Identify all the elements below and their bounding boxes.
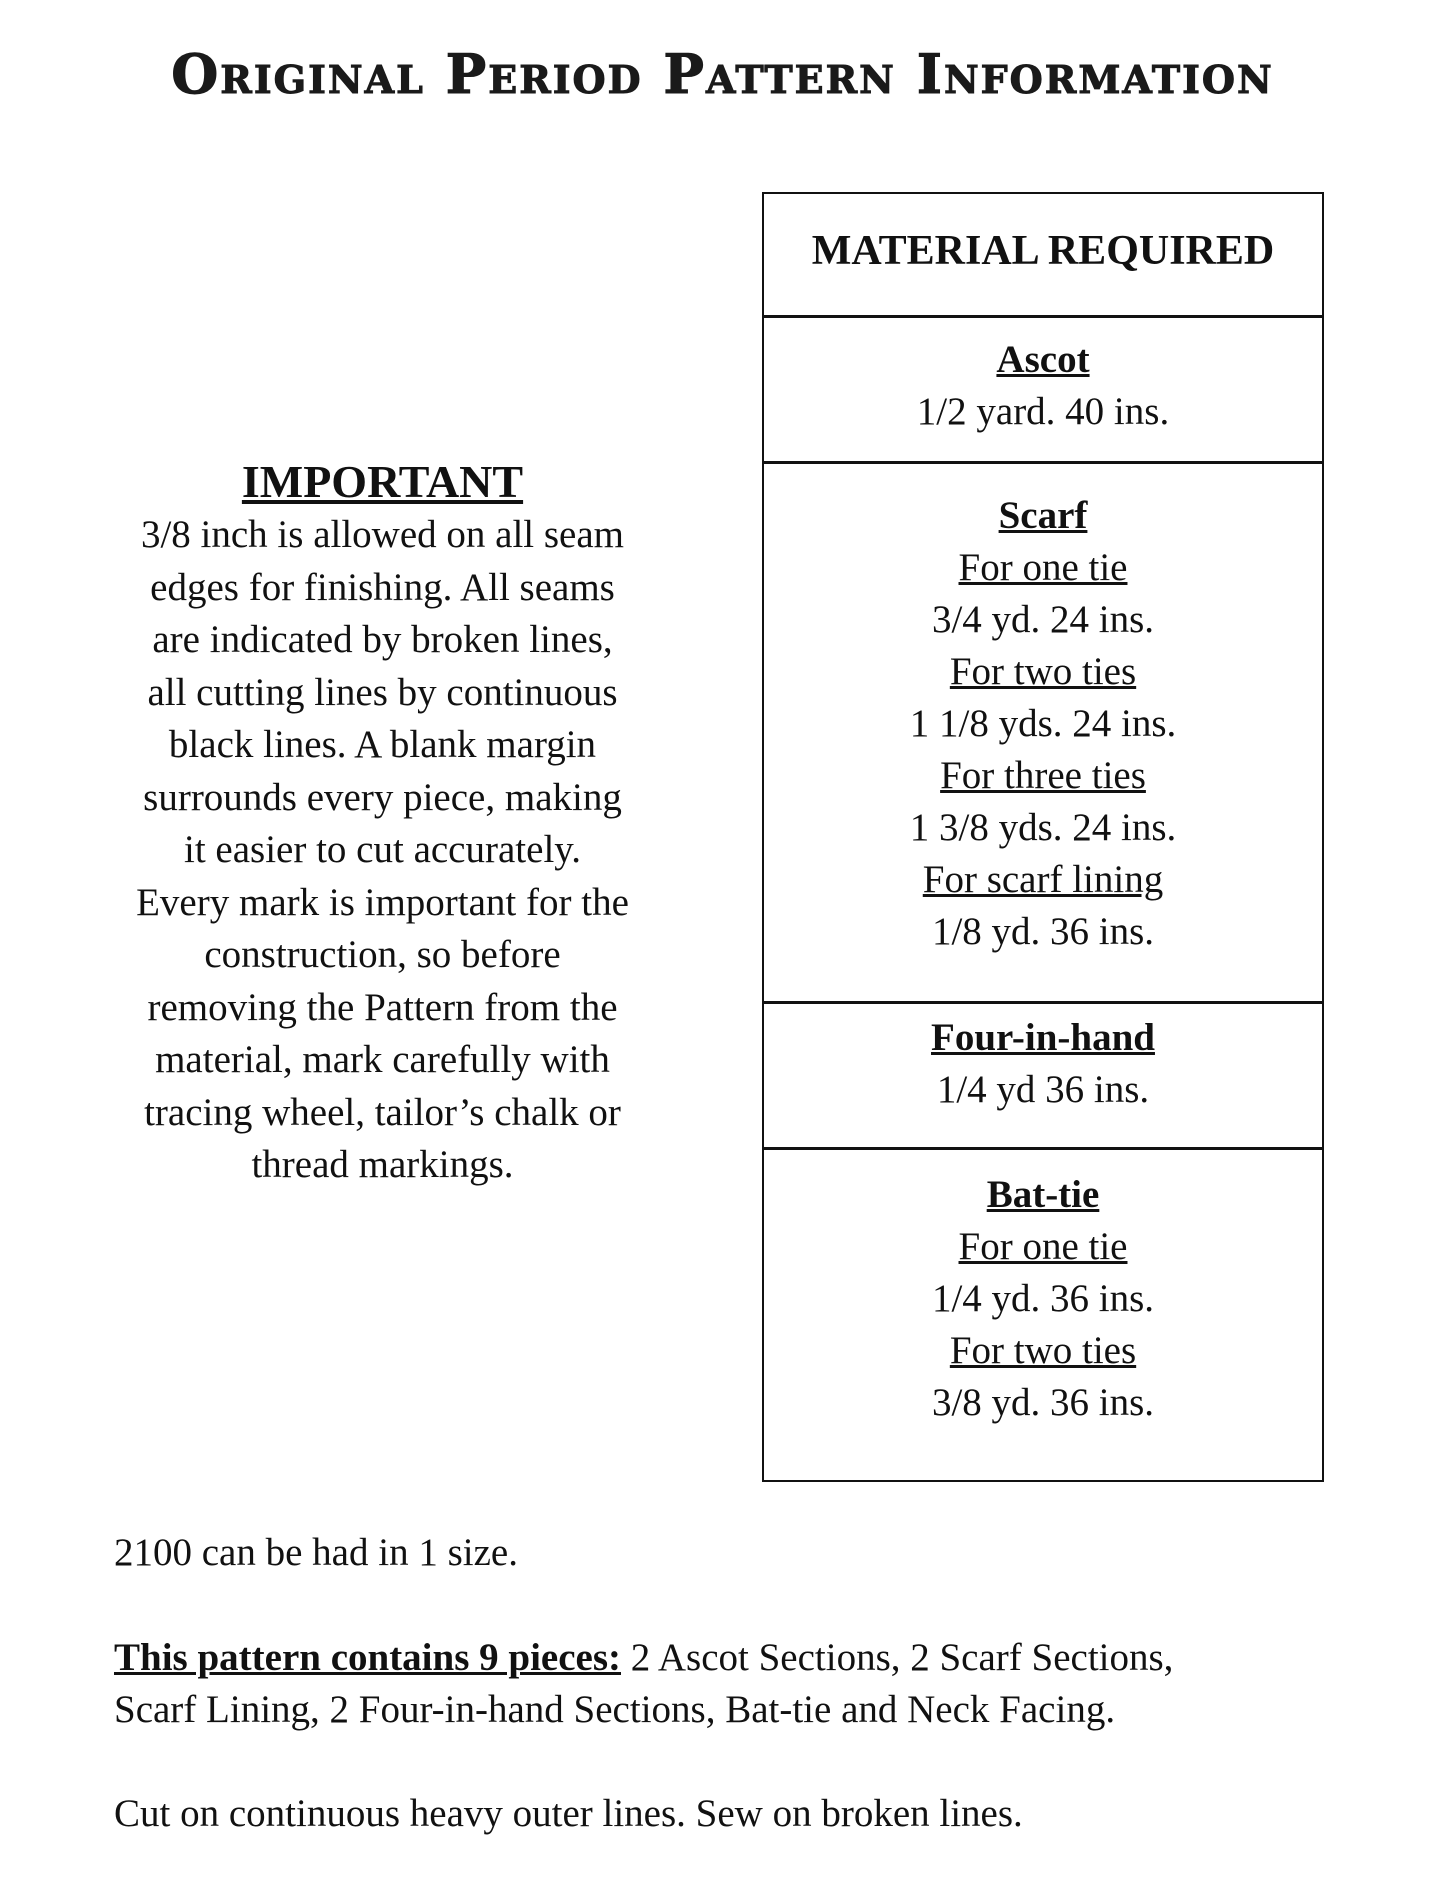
important-line: material, mark carefully with [155, 1038, 610, 1081]
ascot-section [764, 334, 1322, 438]
important-line: Every mark is important for the [136, 880, 629, 924]
important-line: edges for finishing. All seams [150, 565, 615, 609]
divider [764, 461, 1322, 464]
bat-tie-title: Bat-tie [986, 1173, 1100, 1216]
scarf-one-value: 3/4 yd. 24 ins. [931, 598, 1155, 641]
scarf-three-value: 1 3/8 yds. 24 ins. [909, 806, 1177, 849]
divider [764, 315, 1322, 318]
scarf-lining-label: For scarf lining [922, 858, 1164, 901]
scarf-three-label: For three ties [940, 754, 1146, 797]
important-line: thread markings. [251, 1143, 514, 1186]
important-body [90, 509, 675, 1192]
pieces-label: This pattern contains 9 pieces: [114, 1636, 621, 1679]
scarf-lining-value: 1/8 yd. 36 ins. [931, 910, 1155, 953]
important-line: it easier to cut accurately. [183, 828, 581, 871]
material-required-table [762, 192, 1324, 1482]
ascot-title: Ascot [996, 338, 1090, 381]
pieces-note [114, 1632, 1344, 1736]
important-line: are indicated by broken lines, [152, 618, 613, 661]
scarf-two-label: For two ties [949, 650, 1137, 693]
ascot-value: 1/2 yard. 40 ins. [916, 390, 1170, 433]
important-line: all cutting lines by continuous [147, 670, 618, 714]
bat-tie-one-value: 1/4 yd. 36 ins. [931, 1277, 1155, 1320]
cut-note: Cut on continuous heavy outer lines. Sew on broken lines. [114, 1792, 1023, 1835]
important-line: 3/8 inch is allowed on all seam [140, 513, 625, 556]
important-line: removing the Pattern from the [147, 985, 618, 1029]
scarf-section [764, 490, 1322, 958]
bat-tie-section [764, 1169, 1322, 1429]
scarf-two-value: 1 1/8 yds. 24 ins. [909, 702, 1177, 745]
page-title: Original Period Pattern Information [171, 42, 1274, 106]
bat-tie-one-label: For one tie [958, 1225, 1128, 1268]
pieces-list-end: Scarf Lining, 2 Four-in-hand Sections, Bat-tie and Neck Facing. [114, 1688, 1116, 1731]
four-in-hand-section [764, 1012, 1322, 1116]
important-heading: IMPORTANT [241, 456, 524, 507]
material-header: MATERIAL REQUIRED [811, 228, 1275, 274]
pieces-line [114, 1632, 1344, 1684]
divider [764, 1147, 1322, 1150]
scarf-one-label: For one tie [958, 546, 1128, 589]
bat-tie-two-label: For two ties [949, 1329, 1137, 1372]
scarf-title: Scarf [998, 494, 1088, 537]
pieces-list-start: 2 Ascot Sections, 2 Scarf Sections, [621, 1636, 1174, 1679]
important-line: construction, so before [204, 933, 561, 976]
divider [764, 1001, 1322, 1004]
important-line: surrounds every piece, making [143, 775, 622, 819]
bat-tie-two-value: 3/8 yd. 36 ins. [931, 1381, 1155, 1424]
important-line: black lines. A blank margin [168, 723, 597, 766]
four-in-hand-value: 1/4 yd 36 ins. [936, 1068, 1150, 1111]
important-line: tracing wheel, tailor’s chalk or [144, 1090, 621, 1134]
size-note: 2100 can be had in 1 size. [114, 1531, 518, 1574]
important-notice [90, 455, 675, 1192]
four-in-hand-title: Four-in-hand [931, 1016, 1155, 1059]
